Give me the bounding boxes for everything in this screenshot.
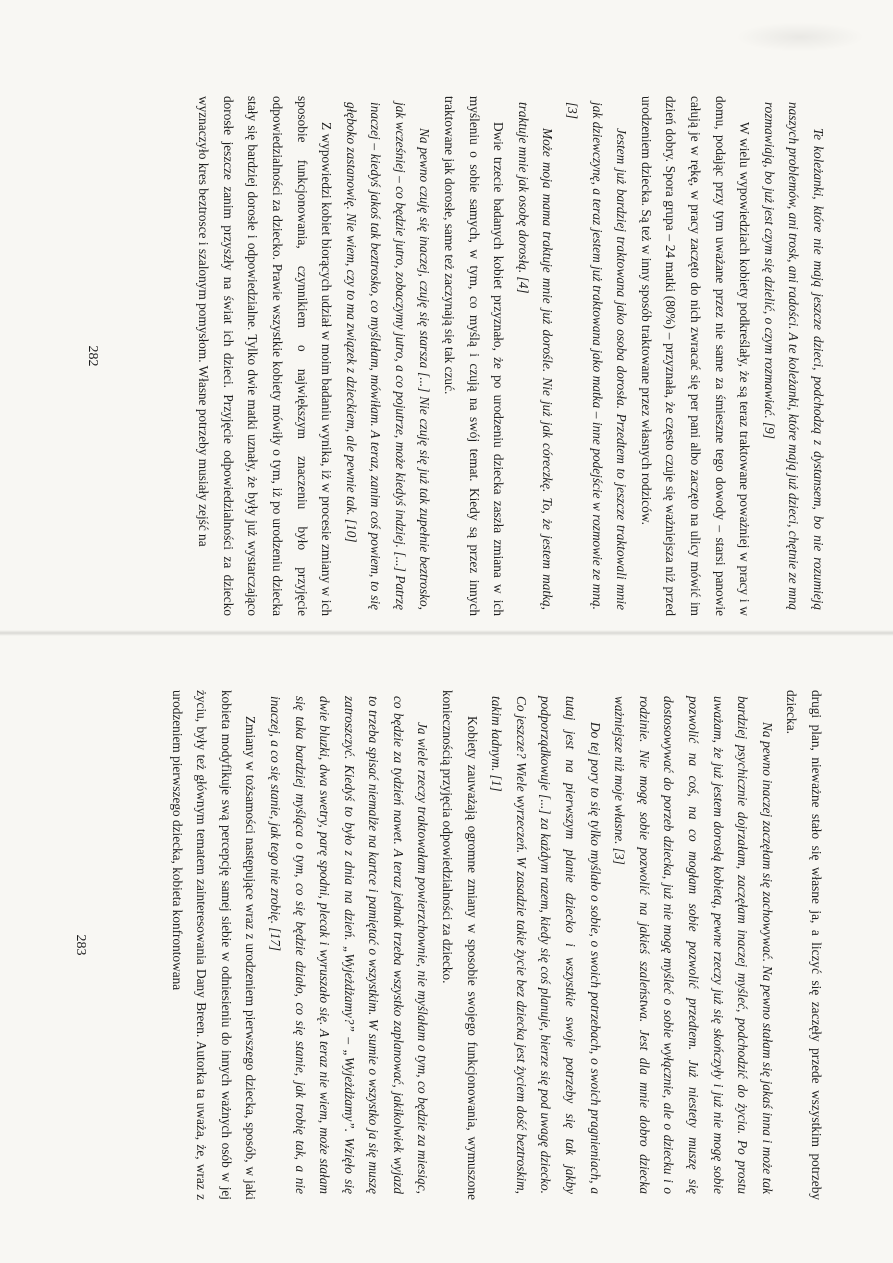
paragraph: Na pewno czuję się inaczej, czuję się starsza [...] Nie czuję się już tak zupełnie beztrosko, jak wcześniej – co będzie jutro, zobaczymy jutro, a co pojutrze, może kiedyś indziej. [...] Patrzę inaczej – kiedyś jakoś tak beztrosko, co myślałam, mówiłam. A teraz, zanim coś powiem, to się głęboko zastanowię. Nie wiem, czy to ma związek z dzieckiem, ale pewnie tak. [10]: [343, 102, 433, 610]
page-283: [58, 690, 828, 1200]
page-283-text: [164, 690, 828, 1200]
page-282: [60, 96, 830, 616]
paragraph: Zmiany w tożsamości następujące wraz z urodzeniem pierwszego dziecka, sposób, w jaki kobieta modyfikuje swą percepcję samej siebie w odniesieniu do innych ważnych osób w jej życiu, były też głównym tematem zainteresowania Dany Breen. Autorka ta uważa, że, wraz z urodzeniem pierwszego dziecka, kobieta konfrontowana: [169, 690, 259, 1200]
paragraph: Do tej pory to się tylko myślało o sobie, o swoich potrzebach, o swoich pragnieniach, a tutaj jest na pierwszym planie dziecko i wszystkie swoje potrzeby się tak jakby podporządkowuje [...] za każdym razem, kiedy się coś planuje, bierze się pod uwagę dziecko. Co jeszcze? Wiele wyrzeczeń. W zasadzie takie życie bez dziecka jest życiem dość beztroskim, takim ładnym. [1]: [489, 696, 603, 1194]
paragraph: Kobiety zauważają ogromne zmiany w sposobie swojego funkcjonowania, wymuszone koniecznością przyjęcia odpowiedzialności za dziecko.: [440, 690, 480, 1200]
page-number: 282: [85, 345, 100, 367]
page-number: 283: [73, 934, 88, 956]
paragraph: Jestem już bardziej traktowana jako osoba dorosła. Przedtem to jeszcze traktowali mnie jak dziewczynę, a teraz jestem już traktowana jako matka – inne podejście w rozmowie ze mną. [3]: [565, 102, 630, 610]
paragraph: W wielu wypowiedziach kobiety podkreślały, że są teraz traktowane poważniej w pracy i w domu, podając przy tym uważane przez nie same za śmieszne tego dowody – starsi panowie całują je w rękę, w pracy zaczęto do nich zwracać się per pani albo zaczęto na ulicy mówić im dzień dobry. Spora grupa – 24 matki (80%) – przyznała, że często czuje się ważniejsza niż przed urodzeniem dziecka. Są też w inny sposób traktowane przez własnych rodziców.: [638, 96, 753, 616]
paragraph: Te koleżanki, które nie mają jeszcze dzieci, podchodzą z dystansem, bo nie rozumieją naszych problemów, ani trosk, ani radości. A te koleżanki, które mają już dzieci, chętnie ze mną rozmawiają, bo już jest czym się dzielić, o czym rozmawiać. [9]: [761, 102, 826, 610]
book-spine-shadow: [0, 630, 893, 636]
paragraph: Na pewno inaczej zaczęłam się zachowywać. Na pewno stałam się jakaś inna i może tak bardziej psychicznie dojrzałam, zaczęłam inaczej myśleć, podchodzić do życia. Po prostu uważam, że już jestem dorosłą kobietą, pewne rzeczy już się skończyły i już nie mogę sobie pozwolić na coś, na co mogłam sobie pozwolić przedtem. Już niestety muszę się dostosowywać do porzeb dziecka, już nie mogę myśleć o sobie wyłącznie, ale o dziecku i o rodzinie. Nie mogę sobie pozwolić na jakieś szaleństwa. Jest dla mnie dobro dziecka ważniejsze niż moje własne. [3]: [612, 696, 775, 1194]
paragraph: Ja wiele rzeczy traktowałam powierzchownie, nie myślałam o tym, co będzie za miesiąc, co będzie za tydzień nawet. A teraz jednak trzeba wszystko zaplanować, jakikolwiek wyjazd to trzeba spisać niemalże na kartce i pamiętać o wszystkim. W sumie o wszystko ja się muszę zatroszczyć. Kiedyś to było z dnia na dzień. „Wyjeżdżamy?” – „Wyjeżdżamy”. Wzięło się dwie bluzki, dwa swetry, parę spodni, plecak i wyruszało się. A teraz nie wiem, może stałam się taka bardziej myśląca o tym, co się będzie działo, co się stanie, jak trobię tak, a nie inaczej, a co się stanie, jak tego nie zrobię. [17]: [267, 696, 431, 1194]
paragraph: drugi plan, nieważne stało się własne ja, a liczyć się zaczęły przede wszystkim potrzeby dziecka.: [784, 690, 824, 1200]
paragraph: Z wypowiedzi kobiet biorących udział w moim badaniu wynika, iż w procesie zmiany w ich sposobie funkcjonowania, czynnikiem o największym znaczeniu było przyjęcie odpowiedzialności za dziecko. Prawie wszystkie kobiety mówiły o tym, iż po urodzeniu dziecka stały się bardziej dorosłe i odpowiedzialne. Tylko dwie matki uznały, że były już wystarczająco dorosłe jeszcze zanim przyszły na świat ich dzieci. Przyjęcie odpowiedzialności za dziecko wyznaczyło kres beztrosce i szalonym pomysłom. Własne potrzeby musiały zejść na: [196, 96, 335, 616]
scan-noise: [735, 22, 865, 52]
paragraph: Może moja mama traktuje mnie już dorośle. Nie już jak córeczkę. To, że jestem matką, traktuje mnie jak osobę dorosłą. [4]: [515, 102, 556, 610]
paragraph: Dwie trzecie badanych kobiet przyznało, że po urodzeniu dziecka zaszła zmiana w ich myśleniu o sobie samych, w tym, co myślą i czują na swój temat. Kiedy są przez innych traktowane jak dorosłe, same też zaczynają się tak czuć.: [442, 96, 507, 616]
page-282-text: [191, 96, 830, 616]
